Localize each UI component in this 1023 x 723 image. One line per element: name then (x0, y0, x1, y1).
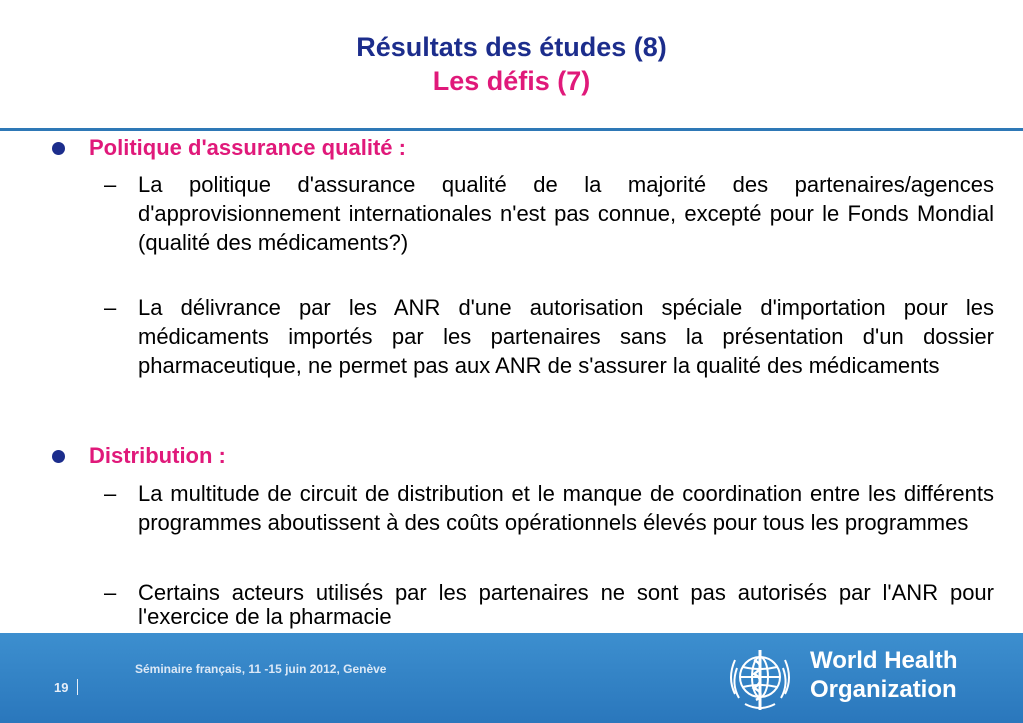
list-item-text: Certains acteurs utilisés par les partenaires ne sont pas autorisés par l'ANR pour l'exercice de la pharmacie (138, 580, 994, 629)
page-number: 19 (54, 680, 69, 695)
section-bullet (52, 443, 226, 469)
dash-icon: – (104, 172, 117, 197)
section-label: Distribution : (89, 443, 226, 468)
bullet-dot-icon (52, 450, 65, 463)
section-label: Politique d'assurance qualité : (89, 135, 406, 160)
list-item (104, 479, 994, 537)
slide-content (0, 133, 1023, 633)
list-item-text: La délivrance par les ANR d'une autorisation spéciale d'importation pour les médicaments importés par les partenaires sans la présentation d'un dossier pharmaceutique, ne permet pas aux ANR de s'assurer la qualité des médicaments (138, 295, 994, 378)
page-separator (77, 679, 78, 695)
slide-footer (0, 633, 1023, 723)
bullet-dot-icon (52, 142, 65, 155)
list-item-text: La multitude de circuit de distribution et le manque de coordination entre les différents programmes aboutissent à des coûts opérationnels élevés pour tous les programmes (138, 481, 994, 535)
slide-title-main: Résultats des études (8) (356, 32, 667, 62)
who-wordmark-line1: World Health (810, 647, 958, 674)
dash-icon: – (104, 580, 117, 605)
list-item (104, 170, 994, 257)
footer-event-text: Séminaire français, 11 -15 juin 2012, Genève (135, 662, 387, 676)
who-emblem-icon (719, 638, 801, 720)
list-item-text: La politique d'assurance qualité de la majorité des partenaires/agences d'approvisionnement internationales n'est pas connue, excepté pour le Fonds Mondial (qualité des médicaments?) (138, 172, 994, 255)
section-bullet (52, 135, 406, 161)
list-item (104, 293, 994, 380)
title-divider (0, 128, 1023, 131)
list-item (104, 581, 994, 629)
slide-title-sub: Les défis (7) (432, 66, 591, 96)
dash-icon: – (104, 295, 117, 320)
slide-title (0, 30, 1023, 98)
who-wordmark-line2: Organization (810, 676, 957, 703)
dash-icon: – (104, 481, 117, 506)
who-wordmark (810, 646, 958, 704)
